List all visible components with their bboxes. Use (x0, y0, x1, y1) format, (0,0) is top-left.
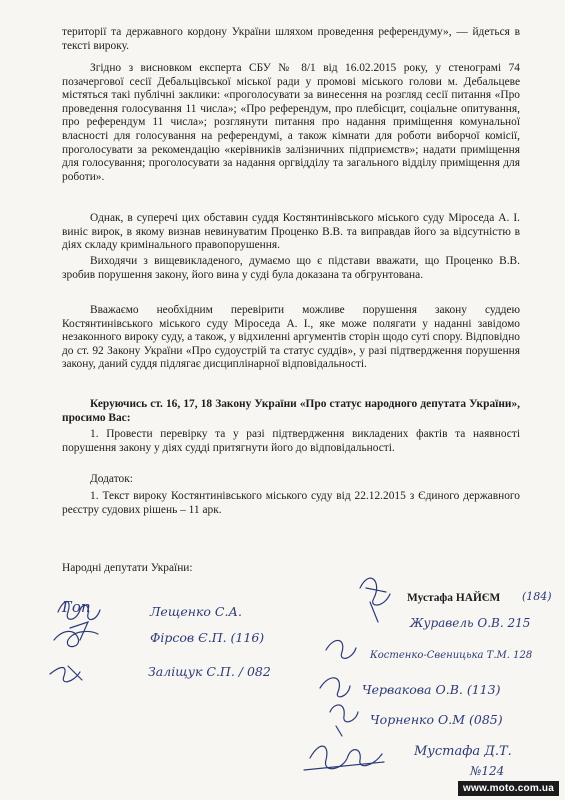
paragraph-legal-basis: Керуючись ст. 16, 17, 18 Закону України «Про статус народного депутата України», просимо Вас: (62, 398, 520, 424)
signatories-heading: Народні депутати України: (62, 562, 193, 574)
paragraph-verdict: Однак, в суперечі цих обставин суддя Костянтинівського міського суду Міроседа А. І. виніс вирок, в якому визнав невинуватим Проценко В.В. та виправдав його за відсутністю в діях складу кримінального правопорушення. (62, 212, 520, 252)
signature-6 (320, 678, 350, 697)
handwritten-kostenko: Костенко-Свеницька Т.М. 128 (370, 650, 533, 661)
handwritten-zalishchuk: Заліщук С.П. / 082 (148, 664, 271, 679)
handwritten-mustafa: Мустафа Д.Т. (414, 744, 512, 759)
handwritten-chervakova: Червакова О.В. (113) (362, 682, 501, 697)
signature-3 (50, 666, 82, 682)
handwritten-number-124: №124 (470, 764, 505, 778)
handwritten-number-184: (184) (522, 590, 552, 603)
paragraph-reasoning: Виходячи з вищевикладеного, думаємо що є підстави вважати, що Проценко В.В. зробив порушення закону, його вина у суді була доказана та обгрунтована. (62, 255, 520, 281)
attachment-heading: Додаток: (90, 473, 133, 485)
signature-5 (326, 640, 356, 658)
handwritten-firsov: Фірсов Є.П. (116) (150, 630, 265, 645)
paragraph-expert-conclusion: Згідно з висновком експерта СБУ № 8/1 від 16.02.2015 року, у стенограмі 74 позачергової сесії Дебальцівської міської ради у промові міського голови м. Дебальцеве містяться такі публічні заклики: «проголосувати за винесення на розгляд сесії питання «Про проведення голосування 11 числа»; «Про референдум, про плебісцит, соціальне опитування, про референдум 11 числа»; розглянути питання про надання приміщення комунальної власності для голосування на референдумі, а також кімнати для роботи виборчої комісії, проголосувати за рекомендацію «керівників залізничних підприємств»; надати приміщення для голосування; проголосувати за надання оргвідділу та загального відділу приміщення для роботи». (62, 62, 520, 183)
signature-4 (360, 578, 390, 622)
printed-signatory: Мустафа НАЙЄМ (407, 592, 501, 604)
signature-2 (54, 631, 98, 646)
handwritten-chornenko: Чорненко О.М (085) (370, 712, 503, 727)
handwritten-zhuravel: Журавель О.В. 215 (410, 616, 531, 630)
handwritten-signature-1: Гоп (62, 598, 91, 616)
site-watermark: www.moto.com.ua (458, 781, 559, 796)
attachment-item: 1. Текст вироку Костянтинівського міського суду від 22.12.2015 з Єдиного державного реєстру судових рішень – 11 арк. (62, 490, 520, 516)
handwritten-leshchenko: Лещенко С.А. (150, 604, 242, 619)
paragraph-continuation: території та державного кордону України шляхом проведення референдуму», — йдеться в тексті вироку. (62, 26, 520, 52)
signature-7 (330, 705, 358, 736)
paragraph-request-check: Вважаємо необхідним перевірити можливе порушення закону суддею Костянтинівського міського суду Міроседа А. І., яке може полягати у наданні завідомо незаконного вироку суду, а також, у відхиленні аргументів сторін щодо суті спору. Відповідно до ст. 92 Закону України «Про судоустрій та статус суддів», у разі підтвердження порушення закону, даний суддя підлягає дисциплінарної відповідальності. (62, 304, 520, 371)
paragraph-request-item: 1. Провести перевірку та у разі підтвердження викладених фактів та наявності порушення закону у діях судді притягнути його до відповідальності. (62, 428, 520, 454)
